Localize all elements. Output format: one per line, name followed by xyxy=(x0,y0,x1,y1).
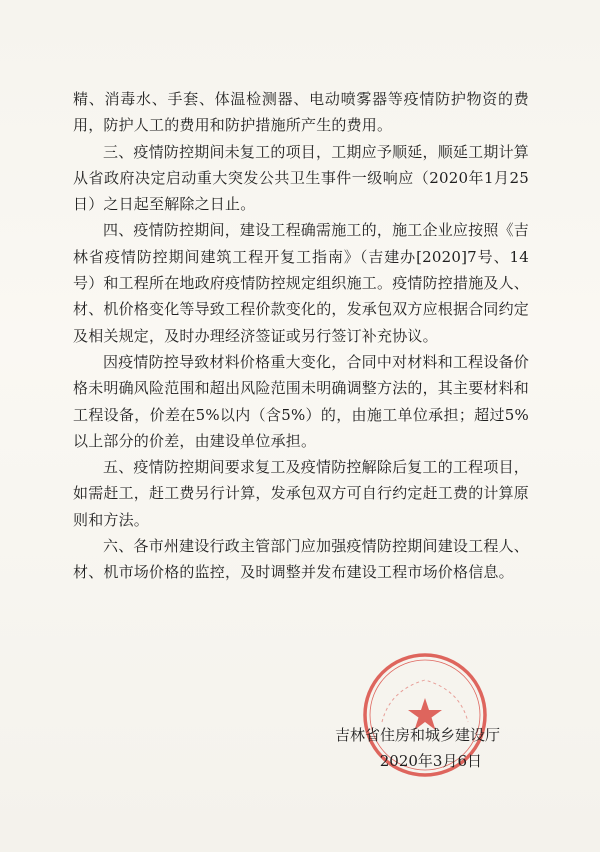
paragraph-continuation: 精、消毒水、手套、体温检测器、电动喷雾器等疫情防护物资的费用，防护人工的费用和防护措施所产生的费用。 xyxy=(73,90,529,135)
paragraph-item-6: 六、各市州建设行政主管部门应加强疫情防控期间建设工程人、材、机市场价格的监控，及时调整并发布建设工程市场价格信息。 xyxy=(73,537,529,582)
paragraph-item-3: 三、疫情防控期间未复工的项目，工期应予顺延，顺延工期计算从省政府决定启动重大突发公共卫生事件一级响应（2020年1月25日）之日起至解除之日止。 xyxy=(73,142,529,214)
signature-block xyxy=(300,722,500,774)
paragraph-item-4: 四、疫情防控期间，建设工程确需施工的，施工企业应按照《吉林省疫情防控期间建筑工程开复工指南》（吉建办[2020]7号、14号）和工程所在地政府疫情防控规定组织施工。疫情防控措施及人、材、机价格变化等导致工程价款变化的，发承包双方应根据合同约定及相关规定，及时办理经济签证或另行签订补充协议。 xyxy=(73,221,530,345)
issuing-organization: 吉林省住房和城乡建设厅 xyxy=(334,726,500,744)
issue-date: 2020年3月6日 xyxy=(379,752,482,770)
document-body xyxy=(73,86,529,586)
paragraph-item-5: 五、疫情防控期间要求复工及疫情防控解除后复工的工程项目，如需赶工，赶工费另行计算，发承包双方可自行约定赶工费的计算原则和方法。 xyxy=(73,458,530,529)
paragraph-price-change: 因疫情防控导致材料价格重大变化，合同中对材料和工程设备价格未明确风险范围和超出风险范围未明确调整方法的，其主要材料和工程设备，价差在5%以内（含5%）的，由施工单位承担；超过5%以上部分的价差，由建设单位承担。 xyxy=(73,352,530,450)
